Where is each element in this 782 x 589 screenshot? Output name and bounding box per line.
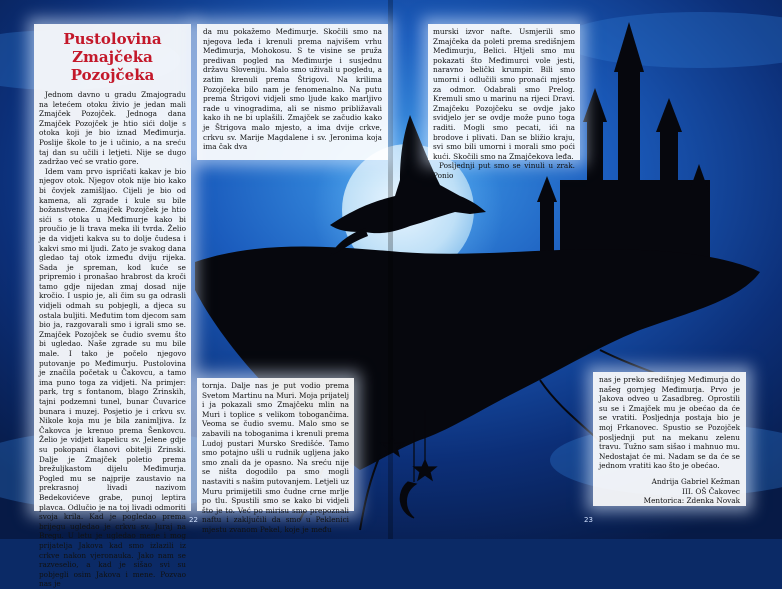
- paragraph: murski izvor nafte. Usmjerili smo Zmajčeka da poleti prema središnjem Međimurju, Belici. Htjeli smo mu pokazati što Međimurci vole jesti, naravno belički krumpir. Bili smo umorni i odlučili smo pronaći mjesto za odmor. Odabrali smo Prelog. Kremuli smo u marinu na rijeci Dravi. Zmajčeku Pozojčeku se ovdje jako svidjelo jer se ovdje može puno toga raditi. Mogli smo pecati, ići na brodove i plivati. Dan se bližio kraju, svi smo bili umorni i morali smo poći kući. Skočili smo na Zmajčekova leđa.: [433, 27, 575, 161]
- page-gutter: [388, 0, 393, 539]
- mentor-name: Mentorica: Zdenka Novak: [643, 496, 740, 506]
- text-column-mid-bottom: [197, 378, 354, 534]
- page-number-right: 23: [584, 516, 593, 524]
- paragraph: Idem vam prvo ispričati kakav je bio njegov otok. Njegov otok nije bio kako bi čovjek zamišljao. Cijeli je bio od kamena, ali zgrade i kule su bile božanstvene. Zmajček Pozojček je htio sići s otoka u Međimurje kako bi proučio je li trava meka ili tvrda. Želio je da vidjeti kakva su to dolje čudesa i kakvi smo mi ljudi. Zato je svakog dana gledao taj otok između dviju rijeka. Sada je spreman, kod kuće se pripremio i pronašao hrabrost da kroči tamo gdje nijedan zmaj dosad nije kročio. I uspio je, ali čim su ga odrasli vidjeli odmah su pobjegli, a djeca su ostala buljiti. Međutim tom djecom sam bio ja, razgovarali smo i igrali smo se. Zmajček Pozojček se čudio svemu što bi ugledao. Naše zgrade su mu bile male. I tako je počelo njegovo putovanje po Međimurju. Pustolovina je značila početak u Čakovcu, a tamo ima puno toga za vidjeti. Na primjer: park, trg s fontanom, blago Zrinskih, tajni podzemni tunel, bunar Čuvarice bunara i muzej. Posjetio je i crkvu sv. Nikole koja mu je bila zanimljiva. Iz Čakovca je krenuo prema Šenkovcu. Želio je vidjeti kapelicu sv. Jelene gdje su pokopani članovi obitelji Zrinski. Dalje je Zmajček poletio prema brežuljkastom dijelu Međimurja. Pogled mu se najprije zaustavio na prekrasnoj livadi nazivom Bedekovićeve grabe, punoj leptira plavca. Odlučio je na toj livadi odmoriti svoja krila. Kad je pogledao prema brijegu ugledao je crkvu sv. Juraj na Bregu. U letu je ugledao mene i mog prijatelja Jakova kad smo izlazili iz crkve nakon vjeronauka. Jako nam se razveselio, a kad je sišao svi su pobjegli osim Jakova i mene. Pozvao nas je: [39, 166, 186, 589]
- paragraph: da mu pokažemo Međimurje. Skočili smo na njegova leđa i krenuli prema najvišem vrhu Međimurja, Mohokosu. S te visine se pruža predivan pogled na Međimurje i susjednu državu Sloveniju. Malo smo uživali u pogledu, a zatim krenuli prema Štrigovi. Na krilima Pozojčeka bilo nam je fenomenalno. Na putu prema Štrigovi vidjeli smo ljude kako marljivo rade u vinogradima, ali se nismo približavali kako ih ne bi uplašili. Zmajček se začudio kako je Štrigova malo mjesto, a ima dvije crkve, crkvu sv. Marije Magdalene i sv. Jeronima koja ima čak dva: [203, 27, 382, 152]
- school-name: III. OŠ Čakovec: [682, 486, 740, 496]
- paragraph: nas je preko središnjeg Međimurja do našeg gornjeg Međimurja. Prvo je Jakova odveo u Zasadbreg. Oprostili su se i Zmajček mu je obećao da će se vratiti. Posljednja postaja bio je moj Frkanovec. Spustio se Pozojček posljednji put na mekanu zelenu travu. Tužno sam sišao i mahnuo mu. Nedostajat će mi. Nadam se da će se jednom vratiti kao što je obećao.: [599, 375, 740, 471]
- text-column-right-bottom: [593, 372, 746, 506]
- text-column-mid-top: [197, 24, 388, 160]
- text-column-left: [34, 24, 191, 589]
- paragraph: Posljednji put smo se vinuli u zrak. Ponio: [433, 161, 575, 180]
- signature-block: [599, 477, 740, 506]
- paragraph: Jednom davno u gradu Zmajogradu na letećem otoku živio je jedan mali Zmajček Pozojček. Jednoga dana Zmajček Pozojček je htio sići dolje s otoka koji je bio iznad Međimurja. Poslije škole to je i učinio, a na sreću taj dan su učili i letjeti. Nije se dugo zadržao već se vratio gore.: [39, 90, 186, 167]
- author-name: Andrija Gabriel Kežman: [651, 476, 740, 486]
- page-number-left: 22: [189, 516, 198, 524]
- article-title: Pustolovina Zmajčeka Pozojčeka: [63, 30, 162, 84]
- paragraph: tornja. Dalje nas je put vodio prema Svetom Martinu na Muri. Moja prijatelj i ja pokazali smo Zmajčeku mlin na Muri i toplice s velikom tobogančima. Veoma se čudio svemu. Malo smo se zabavili na toboganima i krenuli prema Ludoj pustari Mursko Središće. Tamo smo potajno ušli u rudnik ugljena jako smo znali da je opasno. Na sreću nije se ništa dogodilo pa smo mogli nastaviti s našim putovanjem. Letjeli uz Muru primijetili smo čudne crne mrlje po tlu. Spustili smo se kako bi vidjeli što je to. Već po mirisu smo prepoznali naftu i zaključili da smo u Peklenici mjestu zvanom Pekel, koje je među: [202, 381, 349, 534]
- text-column-right-top: [428, 24, 580, 180]
